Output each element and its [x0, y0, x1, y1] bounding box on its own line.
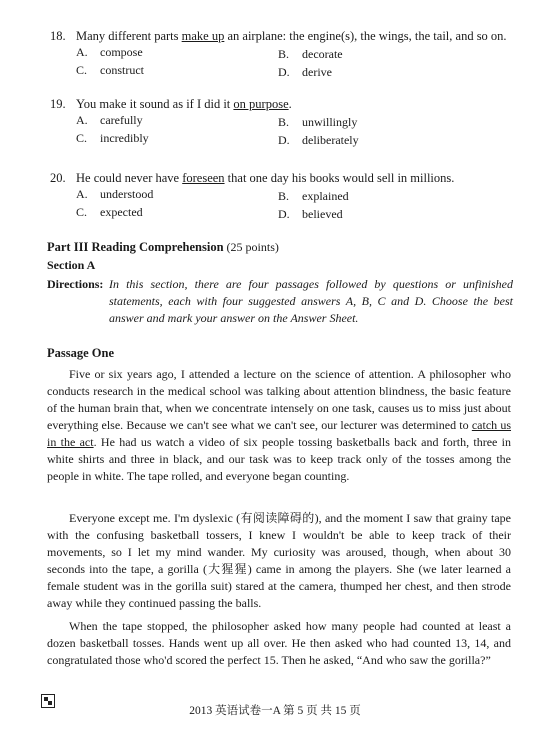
option-a: A. compose — [76, 45, 143, 59]
directions — [47, 276, 513, 327]
passage-paragraph-2: Everyone except me. I'm dyslexic (有阅读障碍的), and the moment I saw that grainy tape with the confusing basketball tossers, I knew I wouldn't be able to keep track of their movements, so I let my mind wander. My curiosity was aroused, though, when about 30 seconds into the tape, a gorilla (大猩猩) came in among the players. She (we later learned a female student was in the gorilla suit) stared at the camera, thumped her chest, and then strode away while they continued passing the balls. — [47, 511, 511, 610]
section-heading: Section A — [47, 258, 96, 272]
question-number: 18. — [50, 29, 66, 43]
part-points: (25 points) — [223, 240, 279, 254]
underlined-phrase: catch us in the act — [47, 418, 512, 449]
options — [50, 186, 520, 224]
question-stem: 19. You make it sound as if I did it on purpose. — [50, 97, 292, 111]
option-b: B. unwillingly — [278, 115, 358, 129]
directions-text: In this section, there are four passages followed by questions or unfinished statements, each with four suggested answers A, B, C and D. Choose the best answer and mark your answer on the Answer Sheet. — [109, 277, 513, 325]
page-footer: 2013 英语试卷一A 第 5 页 共 15 页 — [189, 705, 361, 717]
options — [50, 44, 520, 82]
part-heading — [47, 240, 279, 255]
question-number: 19. — [50, 97, 66, 111]
option-c: C. construct — [76, 63, 144, 77]
question-20 — [50, 170, 520, 224]
option-a: A. understood — [76, 187, 154, 201]
option-d: D. deliberately — [278, 133, 359, 147]
underlined-term: foreseen — [182, 171, 225, 185]
question-number: 20. — [50, 171, 66, 185]
passage-title: Passage One — [47, 346, 115, 360]
question-19 — [50, 96, 520, 150]
question-18 — [50, 28, 520, 82]
underlined-term: on purpose — [233, 97, 289, 111]
option-d: D. derive — [278, 65, 332, 79]
directions-label: Directions: — [47, 277, 104, 291]
option-b: B. decorate — [278, 47, 343, 61]
question-stem: 20. He could never have foreseen that one day his books would sell in millions. — [50, 171, 455, 185]
option-c: C. expected — [76, 205, 143, 219]
option-d: D. believed — [278, 207, 343, 221]
options — [50, 112, 520, 150]
underlined-term: make up — [181, 29, 225, 43]
question-stem: 18. Many different parts make up an airplane: the engine(s), the wings, the tail, and so on. — [50, 29, 507, 43]
option-c: C. incredibly — [76, 131, 149, 145]
passage-paragraph-3: When the tape stopped, the philosopher asked how many people had counted at least a dozen basketball tosses. Hands went up all over. He then asked who had counted 13, 14, and congratulated those who'd scored the perfect 15. Then he asked, “And who saw the gorilla?” — [47, 619, 511, 667]
part-title: Part III Reading Comprehension — [47, 240, 224, 254]
passage-paragraph-1: Five or six years ago, I attended a lecture on the science of attention. A philosopher who conducts research in the medical school was talking about attention blindness, the basic feature of the human brain that, when we concentrate intensely on one task, causes us to miss just about everything else. Because we can't see what we can't see, our lecturer was determined to catch us in the act. He had us watch a video of six people tossing basketballs back and forth, three in white shirts and three in black, and our task was to keep track only of the tosses among the people in white. The tape rolled, and everyone began counting. — [47, 367, 512, 483]
option-b: B. explained — [278, 189, 349, 203]
option-a: A. carefully — [76, 113, 143, 127]
